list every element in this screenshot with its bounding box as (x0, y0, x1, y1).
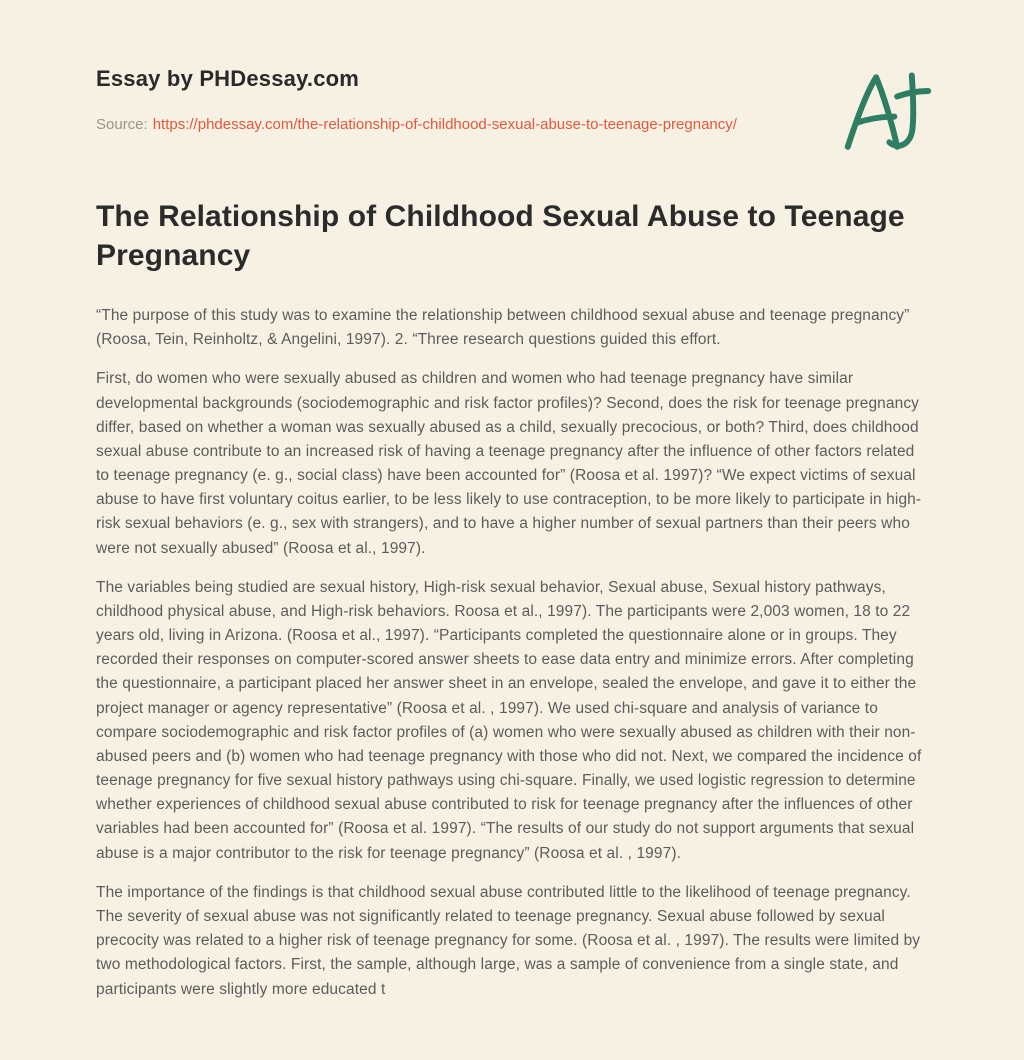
essay-paragraph-3: The variables being studied are sexual history, High-risk sexual behavior, Sexual abuse, Sexual history pathways, childhood physical abuse, and High-risk behaviors. Roosa et al., 1997). The participants were 2,003 women, 18 to 22 years old, living in Arizona. (Roosa et al., 1997). “Participants completed the questionnaire alone or in groups. They recorded their responses on computer-scored answer sheets to ease data entry and minimize errors. After completing the questionnaire, a participant placed her answer sheet in an envelope, sealed the envelope, and gave it to either the project manager or agency representative” (Roosa et al. , 1997). We used chi-square and analysis of variance to compare sociodemographic and risk factor profiles of (a) women who were sexually abused as children with their non-abused peers and (b) women who had teenage pregnancy with those who did not. Next, we compared the incidence of teenage pregnancy for five sexual history pathways using chi-square. Finally, we used logistic regression to determine whether experiences of childhood sexual abuse contributed to risk for teenage pregnancy after the influences of other variables had been accounted for” (Roosa et al. 1997). “The results of our study do not support arguments that sexual abuse is a major contributor to the risk for teenage pregnancy” (Roosa et al. , 1997). (96, 578, 922, 862)
essay-body (96, 304, 928, 1002)
essay-paragraph-1: “The purpose of this study was to examine the relationship between childhood sexual abuse and teenage pregnancy” (Roosa, Tein, Reinholtz, & Angelini, 1997). 2. “Three research questions guided this effort. (96, 307, 910, 349)
phdessay-logo (842, 70, 934, 166)
source-line (96, 113, 761, 136)
essay-paragraph-4: The importance of the findings is that childhood sexual abuse contributed little to the likelihood of teenage pregnancy. The severity of sexual abuse was not significantly related to teenage pregnancy. Sexual abuse followed by sexual precocity was related to a higher risk of teenage pregnancy for some. (Roosa et al. , 1997). The results were limited by two methodological factors. First, the sample, although large, was a sample of convenience from a single state, and participants were slightly more educated t (96, 883, 921, 998)
essay-title: The Relationship of Childhood Sexual Abuse to Teenage Pregnancy (96, 200, 905, 272)
source-url-link[interactable]: https://phdessay.com/the-relationship-of-childhood-sexual-abuse-to-teenage-pregnancy/ (152, 116, 737, 133)
brand-header: Essay by PHDessay.com (96, 66, 360, 91)
essay-paragraph-2: First, do women who were sexually abused as children and women who had teenage pregnancy have similar developmental backgrounds (sociodemographic and risk factor profiles)? Second, does the risk for teenage pregnancy differ, based on whether a woman was sexually abused as a child, sexually precocious, or both? Third, does childhood sexual abuse contribute to an increased risk of having a teenage pregnancy after the influence of other factors related to teenage pregnancy (e. g., social class) have been accounted for” (Roosa et al. 1997)? “We expect victims of sexual abuse to have first voluntary coitus earlier, to be less likely to use contraception, to be more likely to participate in high-risk sexual behaviors (e. g., sex with strangers), and to have a higher number of sexual partners than their peers who were not sexually abused” (Roosa et al., 1997). (96, 370, 922, 557)
source-label: Source: (96, 116, 148, 133)
a-plus-logo-icon (842, 70, 934, 166)
